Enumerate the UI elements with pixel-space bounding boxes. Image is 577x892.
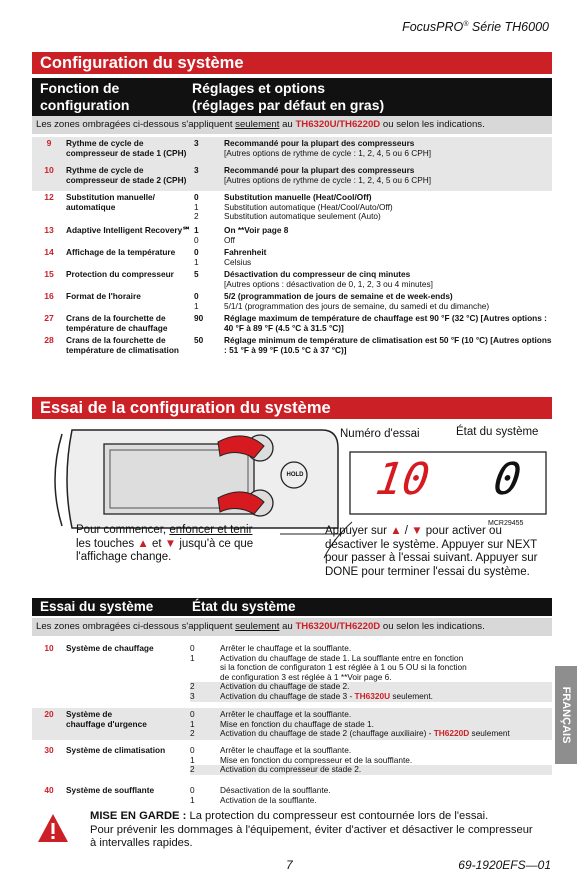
config-function: Substitution manuelle/ automatique (66, 192, 155, 212)
config-table-header (32, 78, 552, 116)
config-function: Rythme de cycle de compresseur de stade 1 (CPH) (66, 138, 187, 158)
config-options (224, 166, 552, 185)
systest-shading-note: Les zones ombragées ci-dessous s'appliquent seulement au TH6320U/TH6220D ou selon les indications. (32, 618, 552, 636)
table-row (32, 334, 552, 366)
model-highlight: TH6320U/TH6220D (295, 621, 381, 632)
config-table-body (32, 137, 552, 366)
test-number: 30 (44, 745, 54, 755)
config-number: 13 (44, 225, 54, 235)
caution-block (32, 806, 552, 856)
test-number-display: 10 (372, 454, 433, 505)
test-function: Système de soufflante (66, 785, 155, 795)
config-code: 2 (194, 211, 199, 222)
config-codes (194, 270, 212, 280)
config-number: 14 (44, 247, 54, 257)
config-option: Celsius (224, 256, 252, 267)
table-row (32, 164, 552, 191)
test-number: 10 (44, 643, 54, 653)
config-number: 28 (44, 335, 54, 345)
config-options (224, 248, 552, 267)
table-row: 30 Système de climatisation 0 Arrêter le chauffage et la soufflante. 1 Mise en fonction du compresseur et de la soufflante. 2 Activation du compresseur de stade 2. (32, 744, 552, 784)
test-function: Système de chauffage d'urgence (66, 709, 147, 729)
config-options (224, 139, 552, 158)
down-arrow-icon: ▼ (164, 537, 177, 550)
page-header (402, 20, 549, 34)
config-code: 0 (194, 192, 199, 202)
config-col1-heading: Fonction de configuration (40, 80, 130, 113)
config-number: 15 (44, 269, 54, 279)
test-instructions-right: Appuyer sur ▲ / ▼ pour activer ou désactiver le système. Appuyer sur NEXT pour passer à l'essai suivant. Appuyer sur DONE pour terminer l'essai du système. (325, 525, 538, 578)
config-code: 3 (194, 138, 199, 148)
config-code: 1 (194, 256, 199, 267)
config-code: 0 (194, 247, 199, 257)
system-state-display: 0 (490, 454, 525, 505)
config-title: Configuration du système (40, 54, 244, 72)
config-option: Substitution automatique seulement (Auto) (224, 211, 381, 222)
config-shading-note: Les zones ombragées ci-dessous s'appliquent seulement au TH6320U/TH6220D ou selon les indications. (32, 116, 552, 134)
config-function: Format de l'horaire (66, 291, 141, 301)
config-code: 90 (194, 313, 204, 323)
config-function: Crans de la fourchette de température de climatisation (66, 335, 179, 355)
config-options (224, 336, 552, 355)
warning-icon (36, 812, 70, 844)
config-number: 10 (44, 165, 54, 175)
systest-col1-heading: Essai du système (40, 599, 154, 614)
config-option: Substitution manuelle (Heat/Cool/Off) (224, 192, 372, 202)
config-option: Substitution automatique (Heat/Cool/Auto/Off) (224, 201, 393, 212)
config-option: Réglage minimum de température de climatisation est 50 °F (10 °C) [Autres options : 51 °F à 99 °F (10.5 °C à 37 °C)] (224, 335, 552, 355)
brand-name: FocusPRO (402, 20, 464, 34)
config-codes (194, 226, 212, 245)
systest-table-header (32, 598, 552, 616)
config-options (224, 292, 552, 311)
down-arrow-icon: ▼ (411, 525, 423, 537)
table-row (32, 312, 552, 334)
config-function: Adaptive Intelligent Recovery℠ (66, 225, 191, 235)
test-number: 20 (44, 709, 54, 719)
table-row: 40 Système de soufflante 0 Désactivation de la soufflante. 1 Activation de la soufflante. (32, 784, 552, 810)
up-arrow-icon: ▲ (390, 525, 402, 537)
config-option: Fahrenheit (224, 247, 267, 257)
config-code: 1 (194, 300, 199, 311)
config-code: 0 (194, 234, 199, 245)
config-code: 0 (194, 291, 199, 301)
language-tab[interactable]: FRANÇAIS (555, 666, 577, 764)
up-arrow-icon: ▲ (137, 537, 149, 550)
config-option: 5/2 (programmation de jours de semaine et de week-ends) (224, 291, 453, 301)
config-number: 16 (44, 291, 54, 301)
table-row (32, 268, 552, 290)
config-option: 5/1/1 (programmation des jours de semaine, du samedi et du dimanche) (224, 300, 490, 311)
config-options (224, 270, 552, 289)
config-option: [Autres options de rythme de cycle : 1, 2, 4, 5 ou 6 CPH] (224, 174, 432, 185)
table-row (32, 137, 552, 164)
config-option: Off (224, 234, 235, 245)
caution-text: MISE EN GARDE : La protection du compresseur est contournée lors de l'essai. Pour prévenir les dommages à l'équipement, éviter d'activer et désactiver le compresseur à intervalles rapides. (90, 810, 533, 849)
table-row (32, 290, 552, 312)
config-function: Protection du compresseur (66, 269, 174, 279)
table-row (32, 246, 552, 268)
hold-button[interactable]: HOLD (286, 472, 304, 478)
test-title: Essai de la configuration du système (40, 399, 331, 417)
mcr-code: MCR29455 (488, 520, 524, 527)
config-codes (194, 248, 212, 267)
config-options (224, 314, 552, 333)
table-row: 20 Système de chauffage d'urgence 0 Arrêter le chauffage et la soufflante. 1 Mise en fonction du chauffage de stade 1. 2 Activation du chauffage de stade 2 (chauffage auxiliaire) - TH6220D seulement (32, 708, 552, 740)
document-code: 69-1920EFS—01 (458, 858, 551, 872)
config-code: 1 (194, 201, 199, 212)
config-option: Recommandé pour la plupart des compresseurs (224, 138, 415, 148)
config-function: Affichage de la température (66, 247, 176, 257)
table-row (32, 191, 552, 224)
test-number: 40 (44, 785, 54, 795)
config-options (224, 226, 552, 245)
config-option: On **Voir page 8 (224, 225, 289, 235)
test-number-label: Numéro d'essai (340, 428, 420, 440)
config-codes (194, 292, 212, 311)
table-row (32, 224, 552, 246)
config-col2-heading: Réglages et options (réglages par défaut en gras) (192, 80, 385, 113)
config-code: 1 (194, 225, 199, 235)
config-option: [Autres options de rythme de cycle : 1, 2, 4, 5 ou 6 CPH] (224, 147, 432, 158)
config-number: 9 (46, 138, 52, 148)
systest-table-body (32, 642, 552, 810)
config-codes (194, 336, 212, 346)
config-code: 3 (194, 165, 199, 175)
page-number: 7 (286, 858, 293, 872)
config-code: 5 (194, 269, 199, 279)
test-title-bar (32, 397, 552, 419)
config-codes (194, 139, 212, 149)
config-codes (194, 314, 212, 324)
config-option: [Autres options : désactivation de 0, 1, 2, 3 ou 4 minutes] (224, 278, 433, 289)
config-option: Désactivation du compresseur de cinq minutes (224, 269, 411, 279)
table-row: 10 Système de chauffage 0 Arrêter le chauffage et la soufflante. 1 Activation du chauffage de stade 1. La soufflante entre en fonction si la fonction de configuraton 1 est réglée à 1 ou 5 OU si la fonction de configuration 3 est réglée à 1 **Voir page 6. 2 Activation du chauffage de stade 2. 3 Activation du chauffage de stade 3 - TH6320U seulement. (32, 642, 552, 708)
config-codes (194, 166, 212, 176)
config-function: Crans de la fourchette de température de chauffage (66, 313, 168, 333)
registered-mark: ® (463, 20, 469, 28)
config-code: 50 (194, 335, 204, 345)
series-name: Série TH6000 (468, 20, 549, 34)
config-codes (194, 193, 212, 222)
systest-col2-heading: État du système (192, 599, 296, 614)
config-function: Rythme de cycle de compresseur de stade 2 (CPH) (66, 165, 187, 185)
config-option: Réglage maximum de température de chauffage est 90 °F (32 °C) [Autres options : 40 °F à 89 °F (4.5 °C à 31.5 °C)] (224, 313, 547, 333)
config-options (224, 193, 552, 222)
config-title-bar (32, 52, 552, 74)
test-function: Système de climatisation (66, 745, 166, 755)
config-number: 27 (44, 313, 54, 323)
config-number: 12 (44, 192, 54, 202)
system-state-label: État du système (456, 426, 539, 438)
test-function: Système de chauffage (66, 643, 154, 653)
test-diagram (32, 418, 552, 588)
model-highlight: TH6320U/TH6220D (295, 119, 381, 130)
test-instructions-left: Pour commencer, enfoncer et tenir les touches ▲ et ▼ jusqu'à ce que l'affichage change. (76, 524, 254, 563)
config-option: Recommandé pour la plupart des compresseurs (224, 165, 415, 175)
